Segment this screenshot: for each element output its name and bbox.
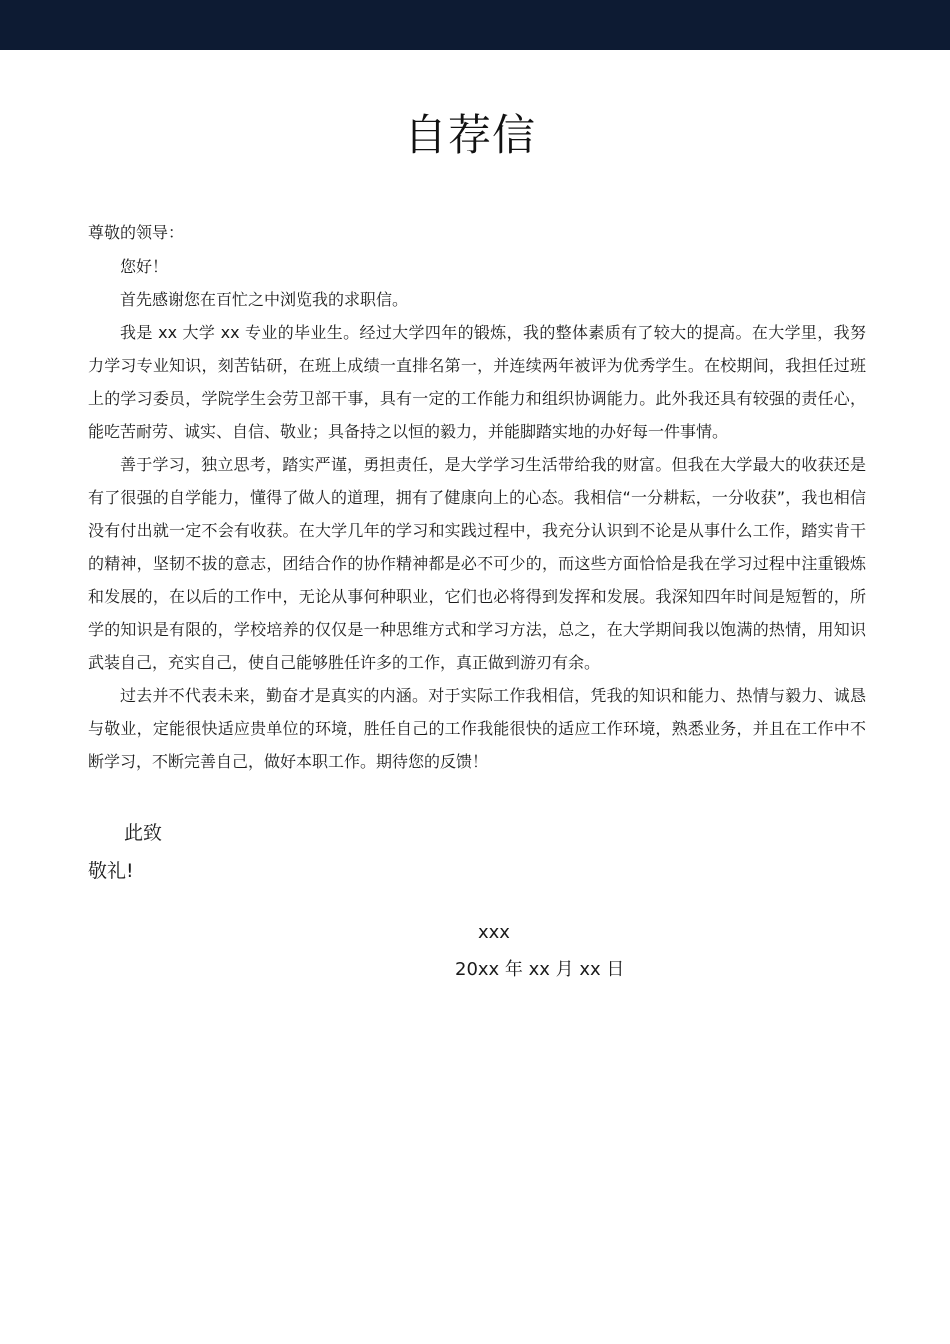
- letter-closing-salute: 敬礼!: [88, 860, 134, 882]
- letter-paragraph: 我是 xx 大学 xx 专业的毕业生。经过大学四年的锻炼，我的整体素质有了较大的提高。在大学里，我努力学习专业知识，刻苦钻研，在班上成绩一直排名第一，并连续两年被评为优秀学生。在校期间，我担任过班上的学习委员，学院学生会劳卫部干事，具有一定的工作能力和组织协调能力。此外我还具有较强的责任心，能吃苦耐劳、诚实、自信、敬业；具备持之以恒的毅力，并能脚踏实地的办好每一件事情。: [88, 323, 866, 441]
- letter-paragraph: 首先感谢您在百忙之中浏览我的求职信。: [120, 290, 409, 309]
- letter-salutation: 尊敬的领导：: [88, 223, 185, 242]
- letter-paragraph: 过去并不代表未来，勤奋才是真实的内涵。对于实际工作我相信，凭我的知识和能力、热情与毅力、诚恳与敬业，定能很快适应贵单位的环境，胜任自己的工作我能很快的适应工作环境，熟悉业务，并且在工作中不断学习，不断完善自己，做好本职工作。期待您的反馈！: [88, 686, 866, 771]
- page-title: 自荐信: [404, 111, 536, 161]
- letter-greeting: 您好！: [120, 257, 169, 276]
- header-band: [0, 0, 950, 50]
- letter-body: [88, 250, 866, 778]
- letter-closing-phrase: 此致: [124, 822, 163, 844]
- letter-paragraph: 善于学习，独立思考，踏实严谨，勇担责任，是大学学习生活带给我的财富。但我在大学最大的收获还是有了很强的自学能力，懂得了做人的道理，拥有了健康向上的心态。我相信“一分耕耘，一分收获”，我也相信没有付出就一定不会有收获。在大学几年的学习和实践过程中，我充分认识到不论是从事什么工作，踏实肯干的精神，坚韧不拔的意志，团结合作的协作精神都是必不可少的，而这些方面恰恰是我在学习过程中注重锻炼和发展的，在以后的工作中，无论从事何种职业，它们也必将得到发挥和发展。我深知四年时间是短暂的，所学的知识是有限的，学校培养的仅仅是一种思维方式和学习方法，总之，在大学期间我以饱满的热情，用知识武装自己，充实自己，使自己能够胜任许多的工作，真正做到游刃有余。: [88, 455, 866, 672]
- letter-date: 20xx 年 xx 月 xx 日: [455, 959, 625, 980]
- letter-signature: xxx: [478, 922, 510, 943]
